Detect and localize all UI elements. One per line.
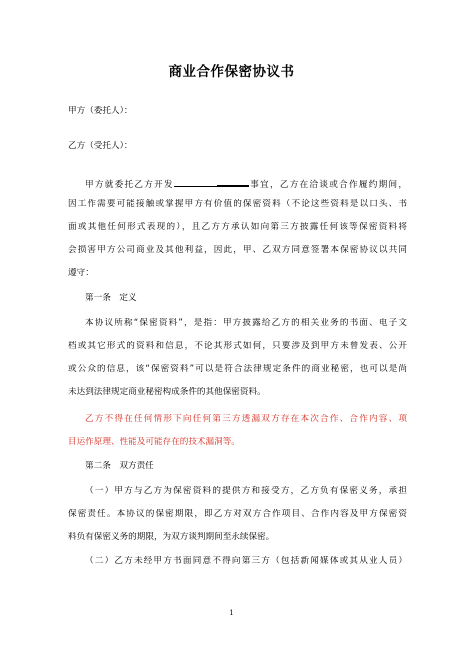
intro-line-5: 遵守： bbox=[68, 268, 94, 278]
blank-line-thin bbox=[174, 177, 217, 187]
article-2-item-1-line-2: 保密责任。本协议的保密期限，即乙方对双方合作项目、合作内容及甲方保密资 bbox=[68, 509, 407, 519]
red-clause-line-2: 目运作原理、性能及可能存在的技术漏洞等。 bbox=[68, 437, 240, 447]
intro-line-1-start: 甲方就委托乙方开发 bbox=[85, 180, 174, 190]
page-number: 1 bbox=[229, 609, 234, 617]
article-1-line-3: 或公众的信息，该“保密资料”可以是符合法律规定条件的商业秘密，也可以是尚 bbox=[68, 364, 407, 374]
blank-line-thick bbox=[217, 176, 249, 187]
article-2-item-2-line-1: （二）乙方未经甲方书面同意不得向第三方（包括新闻媒体或其从业人员） bbox=[85, 556, 407, 566]
article-1-line-2: 档或其它形式的资料和信息，不论其形式如何，只要涉及到甲方未曾发表、公开 bbox=[68, 341, 407, 351]
article-1-line-4: 未达到法律规定商业秘密构成条件的其他保密资料。 bbox=[68, 387, 266, 397]
article-2-item-1-line-3: 料负有保密义务的期限，为双方谈判期间至永续保密。 bbox=[68, 532, 275, 542]
red-clause-line-1: 乙方不得在任何情形下向任何第三方透漏双方存在本次合作、合作内容、项 bbox=[85, 414, 407, 424]
article-1-line-1: 本协议所称“保密资料”，是指：甲方披露给乙方的相关业务的书面、电子文 bbox=[85, 318, 407, 328]
document-title: 商业合作保密协议书 bbox=[168, 64, 295, 80]
party-a-label: 甲方（委托人）： bbox=[68, 106, 133, 116]
article-2-heading: 第二条 双方责任 bbox=[85, 461, 154, 471]
party-b-label: 乙方（受托人）： bbox=[68, 141, 133, 151]
intro-line-1-end: 事宜，乙方在洽谈或合作履约期间， bbox=[248, 180, 407, 190]
intro-line-1 bbox=[68, 176, 407, 191]
article-1-heading: 第一条 定义 bbox=[85, 293, 137, 303]
intro-line-3: 面或其他任何形式表现的），且乙方方承认如向第三方披露任何该等保密资料将 bbox=[68, 222, 407, 232]
intro-line-2: 因工作需要可能接触或掌握甲方有价值的保密资料（不论这些资料是以口头、书 bbox=[68, 199, 407, 209]
article-2-item-1-line-1: （一）甲方与乙方为保密资料的提供方和接受方，乙方负有保密义务，承担 bbox=[85, 486, 407, 496]
intro-line-4: 会损害甲方公司商业及其他利益，因此，甲、乙双方同意签署本保密协议以共同 bbox=[68, 245, 407, 255]
